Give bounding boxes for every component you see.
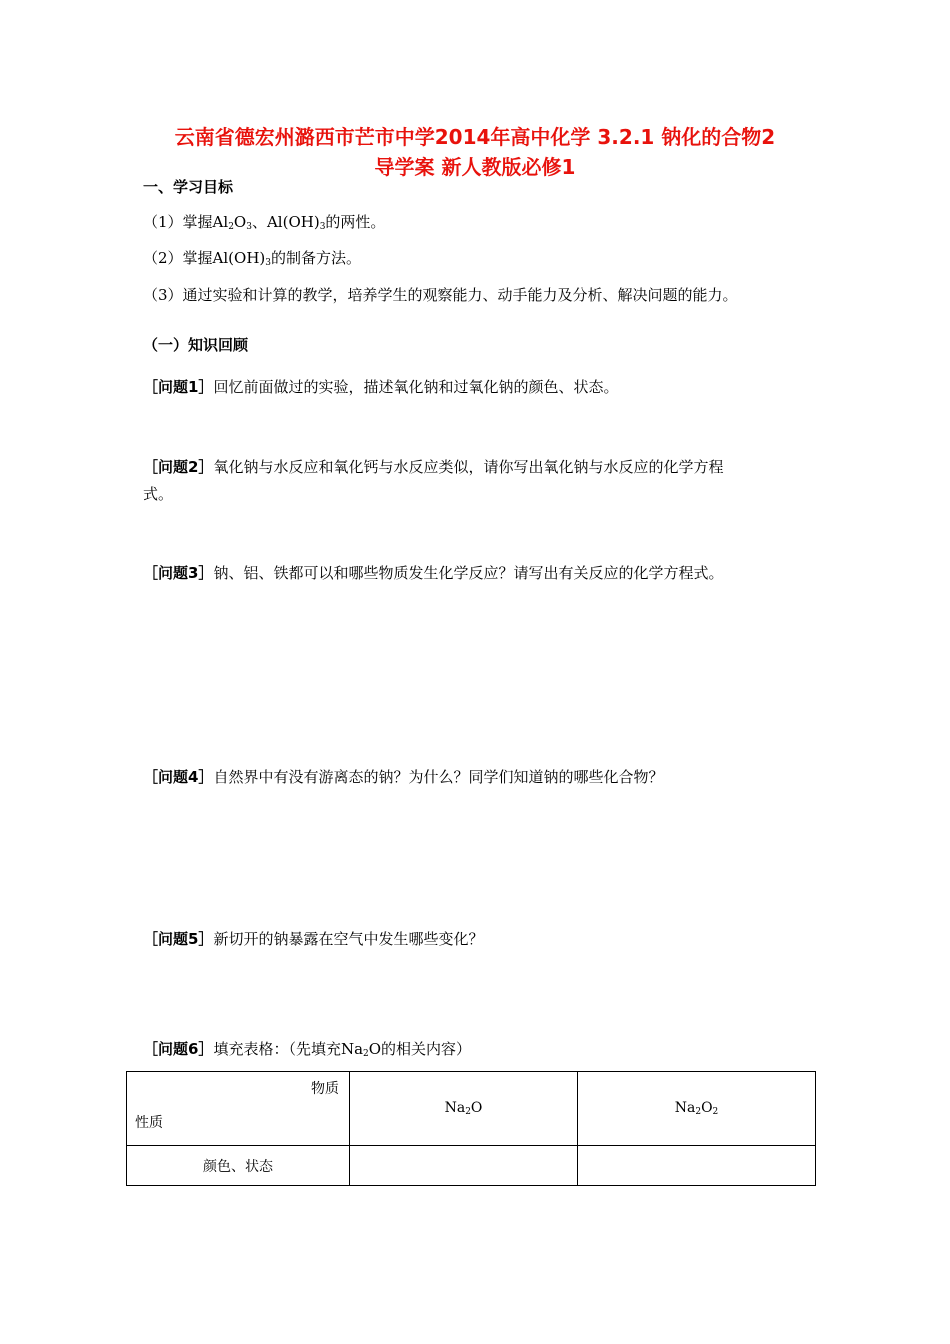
column-header-na2o: $Na_2O$	[350, 1072, 578, 1146]
question-2-continued: 式。	[143, 485, 174, 503]
question-4: ［问题4］自然界中有没有游离态的钠？为什么？同学们知道钠的哪些化合物？	[143, 768, 664, 786]
section-heading-objectives: 一、学习目标	[143, 178, 234, 196]
objective-2: （2）掌握$Al(OH)_3$的制备方法。	[143, 249, 362, 268]
section-heading-review: （一）知识回顾	[143, 336, 249, 354]
objective-3: （3）通过实验和计算的教学，培养学生的观察能力、动手能力及分析、解决问题的能力。	[143, 286, 738, 304]
question-5: ［问题5］新切开的钠暴露在空气中发生哪些变化？	[143, 930, 484, 948]
question-2: ［问题2］氧化钠与水反应和氧化钙与水反应类似，请你写出氧化钠与水反应的化学方程	[143, 458, 724, 476]
title-line-2: 导学案 新人教版必修1	[374, 155, 576, 179]
question-6: ［问题6］填充表格：（先填充$Na_2O$的相关内容）	[143, 1040, 472, 1059]
question-1: ［问题1］回忆前面做过的实验，描述氧化钠和过氧化钠的颜色、状态。	[143, 378, 619, 396]
objective-1: （1）掌握$Al_2O_3$、$Al(OH)_3$的两性。	[143, 213, 386, 232]
row-label-color-state: 颜色、状态	[127, 1146, 350, 1186]
title-line-1: 云南省德宏州潞西市芒市中学2014年高中化学 3.2.1 钠化的合物2	[174, 125, 776, 149]
question-3: ［问题3］钠、铝、铁都可以和哪些物质发生化学反应？请写出有关反应的化学方程式。	[143, 564, 724, 582]
table-cell-na2o2-color[interactable]	[578, 1146, 816, 1186]
table-row	[127, 1146, 816, 1186]
table-corner-cell	[127, 1072, 350, 1146]
corner-label-property: 性质	[135, 1115, 163, 1131]
table-cell-na2o-color[interactable]	[350, 1146, 578, 1186]
column-header-na2o2: $Na_2O_2$	[578, 1072, 816, 1146]
corner-label-substance: 物质	[311, 1081, 339, 1097]
document-title	[120, 122, 830, 182]
properties-table	[126, 1071, 816, 1186]
